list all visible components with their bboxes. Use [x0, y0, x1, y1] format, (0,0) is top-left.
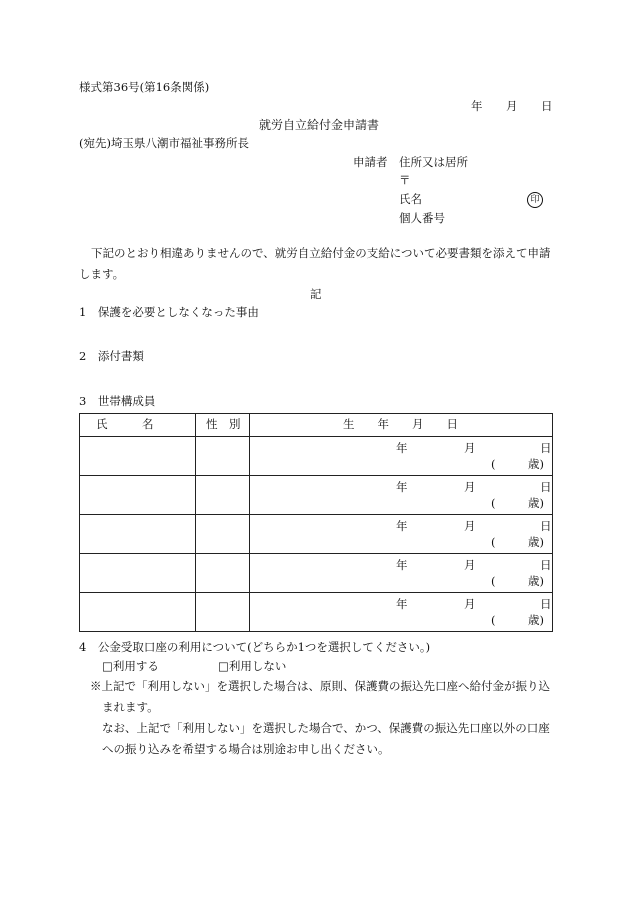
section-4-heading: 4 公金受取口座の利用について(どちらか1つを選択してください。): [79, 640, 431, 654]
applicant-label: 申請者: [353, 155, 388, 169]
table-row: [80, 515, 553, 554]
member-birth-cell[interactable]: 年 月 日 ( 歳): [250, 593, 553, 632]
member-birth-cell[interactable]: 年 月 日 ( 歳): [250, 476, 553, 515]
addressee: (宛先)埼玉県八潮市福祉事務所長: [79, 136, 249, 150]
id-number-label: 個人番号: [399, 211, 445, 225]
member-name-cell[interactable]: [80, 593, 196, 632]
member-sex-cell[interactable]: [196, 476, 250, 515]
ki-heading: 記: [310, 287, 322, 301]
header-birth: 生 年 月 日: [250, 414, 553, 437]
member-birth-cell[interactable]: 年 月 日 ( 歳): [250, 554, 553, 593]
member-name-cell[interactable]: [80, 515, 196, 554]
table-row: [80, 437, 553, 476]
household-members-table: [79, 413, 553, 632]
header-name: 氏 名: [80, 414, 196, 437]
member-name-cell[interactable]: [80, 476, 196, 515]
postal-mark: 〒: [399, 173, 411, 187]
option-use-checkbox[interactable]: □利用する: [102, 659, 159, 673]
section-3-heading: 3 世帯構成員: [79, 394, 156, 408]
seal-mark: [527, 192, 543, 208]
member-sex-cell[interactable]: [196, 437, 250, 476]
member-sex-cell[interactable]: [196, 554, 250, 593]
seal-text: 印: [527, 192, 543, 208]
member-birth-cell[interactable]: 年 月 日 ( 歳): [250, 437, 553, 476]
section-2-heading: 2 添付書類: [79, 349, 144, 363]
address-label: 住所又は居所: [399, 155, 468, 169]
note-1: ※上記で「利用しない」を選択した場合は、原則、保護費の振込先口座へ給付金が振り込まれます。: [90, 679, 550, 714]
table-row: [80, 476, 553, 515]
member-sex-cell[interactable]: [196, 593, 250, 632]
member-sex-cell[interactable]: [196, 515, 250, 554]
date-day-label: 日: [541, 99, 553, 113]
date-year-label: 年: [471, 99, 483, 113]
table-row: [80, 554, 553, 593]
table-header-row: [80, 414, 553, 437]
option-not-use-checkbox[interactable]: □利用しない: [218, 659, 287, 673]
intro-paragraph: 下記のとおり相違ありませんので、就労自立給付金の支給について必要書類を添えて申請します。: [79, 246, 551, 281]
note-2: なお、上記で「利用しない」を選択した場合で、かつ、保護費の振込先口座以外の口座への振り込みを希望する場合は別途お申し出ください。: [102, 721, 550, 756]
section-1-heading: 1 保護を必要としなくなった事由: [79, 305, 259, 319]
member-birth-cell[interactable]: 年 月 日 ( 歳): [250, 515, 553, 554]
member-name-cell[interactable]: [80, 554, 196, 593]
table-row: [80, 593, 553, 632]
page-title: 就労自立給付金申請書: [259, 118, 380, 132]
form-number: 様式第36号(第16条関係): [79, 80, 210, 94]
date-month-label: 月: [506, 99, 518, 113]
header-sex: 性 別: [196, 414, 250, 437]
name-label: 氏名: [399, 192, 422, 206]
member-name-cell[interactable]: [80, 437, 196, 476]
